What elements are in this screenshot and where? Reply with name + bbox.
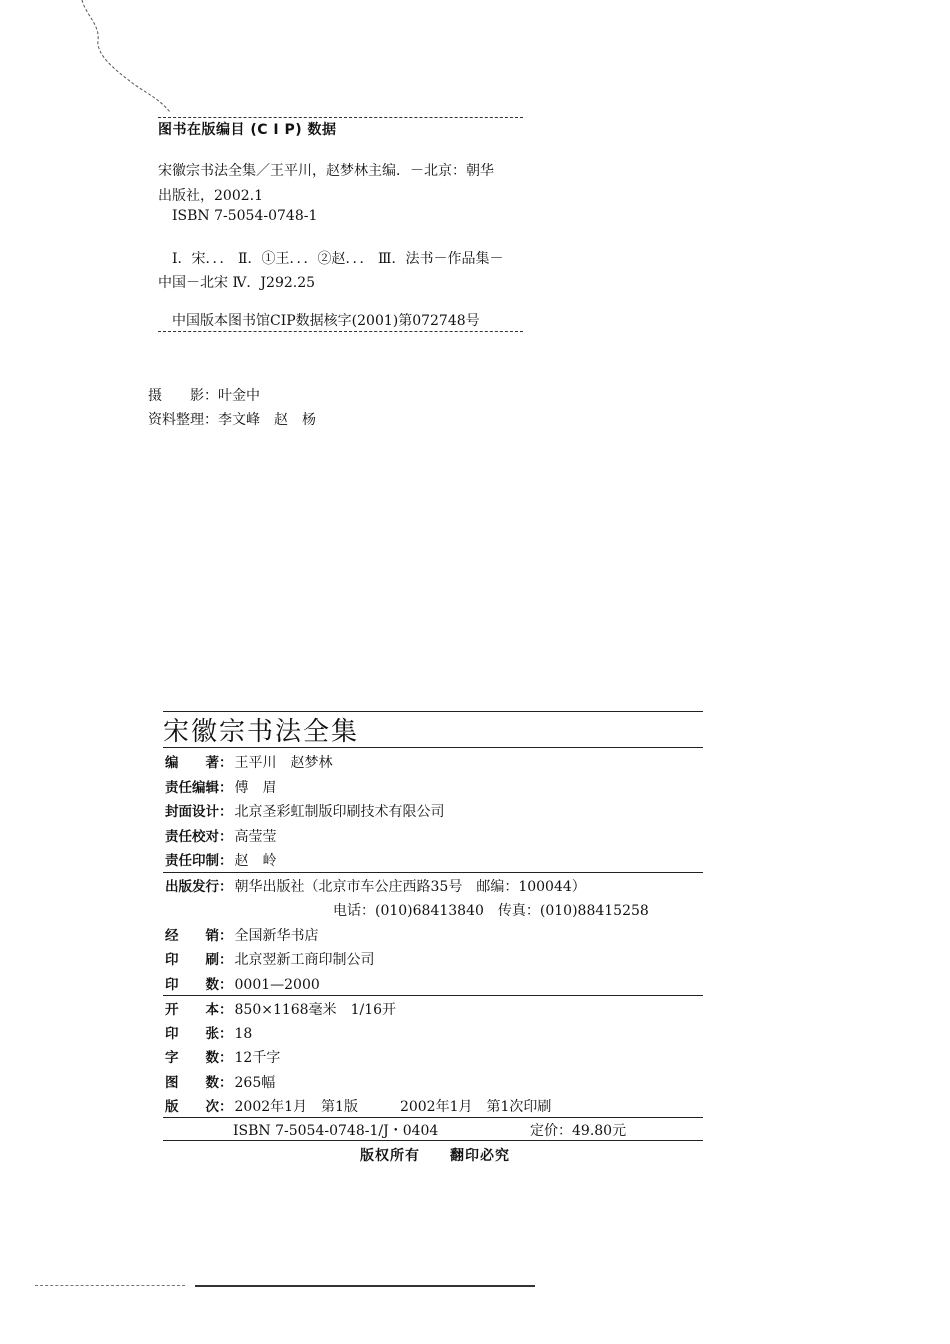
credit-data-compilation: 资料整理：李文峰 赵 杨 — [148, 412, 316, 428]
colophon-row-distributor — [165, 924, 319, 945]
row-value: 265幅 — [234, 1075, 276, 1091]
colophon-price: 定价：49.80元 — [530, 1123, 627, 1139]
colophon-row-cover-design — [165, 800, 445, 821]
cip-line-5: 中国－北宋 Ⅳ．J292.25 — [158, 275, 316, 291]
colophon-row-word-count — [165, 1046, 280, 1067]
row-label: 封面设计： — [165, 804, 233, 820]
colophon-row-publisher — [165, 875, 586, 896]
row-value: 18 — [234, 1026, 253, 1042]
row-label: 责任印制： — [165, 853, 233, 869]
scan-artifact-curve — [70, 0, 180, 115]
row-value: 北京圣彩虹制版印刷技术有限公司 — [234, 804, 445, 820]
cip-top-rule — [158, 117, 523, 118]
row-value: 赵 岭 — [234, 853, 277, 869]
rule-before-isbn — [163, 1117, 703, 1118]
row-value: 850×1168毫米 1/16开 — [234, 1002, 397, 1018]
colophon-row-proofreader — [165, 825, 277, 846]
credit-photography: 摄 影：叶金中 — [148, 388, 260, 404]
colophon-row-sheets — [165, 1022, 252, 1042]
colophon-row-printer — [165, 948, 375, 969]
colophon-isbn: ISBN 7-5054-0748-1/J・0404 — [233, 1123, 439, 1139]
title-under-rule — [163, 747, 703, 748]
colophon-row-edition — [165, 1095, 551, 1116]
row-value: 朝华出版社（北京市车公庄西路35号 邮编：100044） — [234, 879, 586, 895]
cip-line-1: 宋徽宗书法全集／王平川，赵梦林主编．－北京：朝华 — [158, 163, 494, 179]
row-value: 高莹莹 — [234, 829, 277, 845]
row-label: 字 数： — [165, 1050, 233, 1066]
row-value: 全国新华书店 — [234, 928, 319, 944]
rule-after-isbn — [163, 1140, 703, 1141]
row-label: 印 张： — [165, 1026, 233, 1042]
cip-line-2: 出版社，2002.1 — [158, 188, 263, 204]
colophon-row-responsible-editor — [165, 776, 277, 797]
book-title: 宋徽宗书法全集 — [163, 717, 360, 747]
row-label: 印 数： — [165, 977, 233, 993]
scan-bottom-edge-left — [35, 1285, 185, 1286]
row-label: 编 著： — [165, 755, 233, 771]
copyright-notice: 版权所有 翻印必究 — [360, 1148, 510, 1164]
colophon-row-editors — [165, 751, 333, 772]
row-label: 经 销： — [165, 928, 233, 944]
row-value: 王平川 赵梦林 — [234, 755, 333, 771]
row-label: 印 刷： — [165, 952, 233, 968]
row-label: 责任校对： — [165, 829, 233, 845]
row-label: 开 本： — [165, 1002, 233, 1018]
colophon-row-format — [165, 998, 396, 1019]
colophon-row-print-supervisor — [165, 849, 277, 870]
cip-isbn: ISBN 7-5054-0748-1 — [172, 208, 318, 224]
row-label: 责任编辑： — [165, 780, 233, 796]
cip-heading: 图书在版编目 (C I P) 数据 — [158, 122, 337, 138]
scan-bottom-edge — [195, 1285, 535, 1287]
rule-before-publisher — [163, 872, 703, 873]
cip-line-6: 中国版本图书馆CIP数据核字(2001)第072748号 — [172, 313, 480, 329]
row-value: 傅 眉 — [234, 780, 277, 796]
cip-line-4: Ⅰ．宋．．． Ⅱ．①王．．．②赵．．． Ⅲ．法书－作品集－ — [172, 251, 504, 267]
colophon-row-print-run — [165, 973, 320, 993]
row-value: 2002年1月 第1版 2002年1月 第1次印刷 — [234, 1099, 552, 1115]
row-label: 图 数： — [165, 1075, 233, 1091]
cip-bottom-rule — [158, 331, 523, 332]
row-value: 北京翌新工商印制公司 — [234, 952, 375, 968]
row-label: 版 次： — [165, 1099, 233, 1115]
row-value: 0001—2000 — [234, 977, 320, 993]
colophon-row-figure-count — [165, 1071, 275, 1092]
row-value: 12千字 — [234, 1050, 281, 1066]
rule-before-format — [163, 995, 703, 996]
publisher-phone-fax: 电话：(010)68413840 传真：(010)88415258 — [333, 903, 649, 919]
row-label: 出版发行： — [165, 879, 233, 895]
